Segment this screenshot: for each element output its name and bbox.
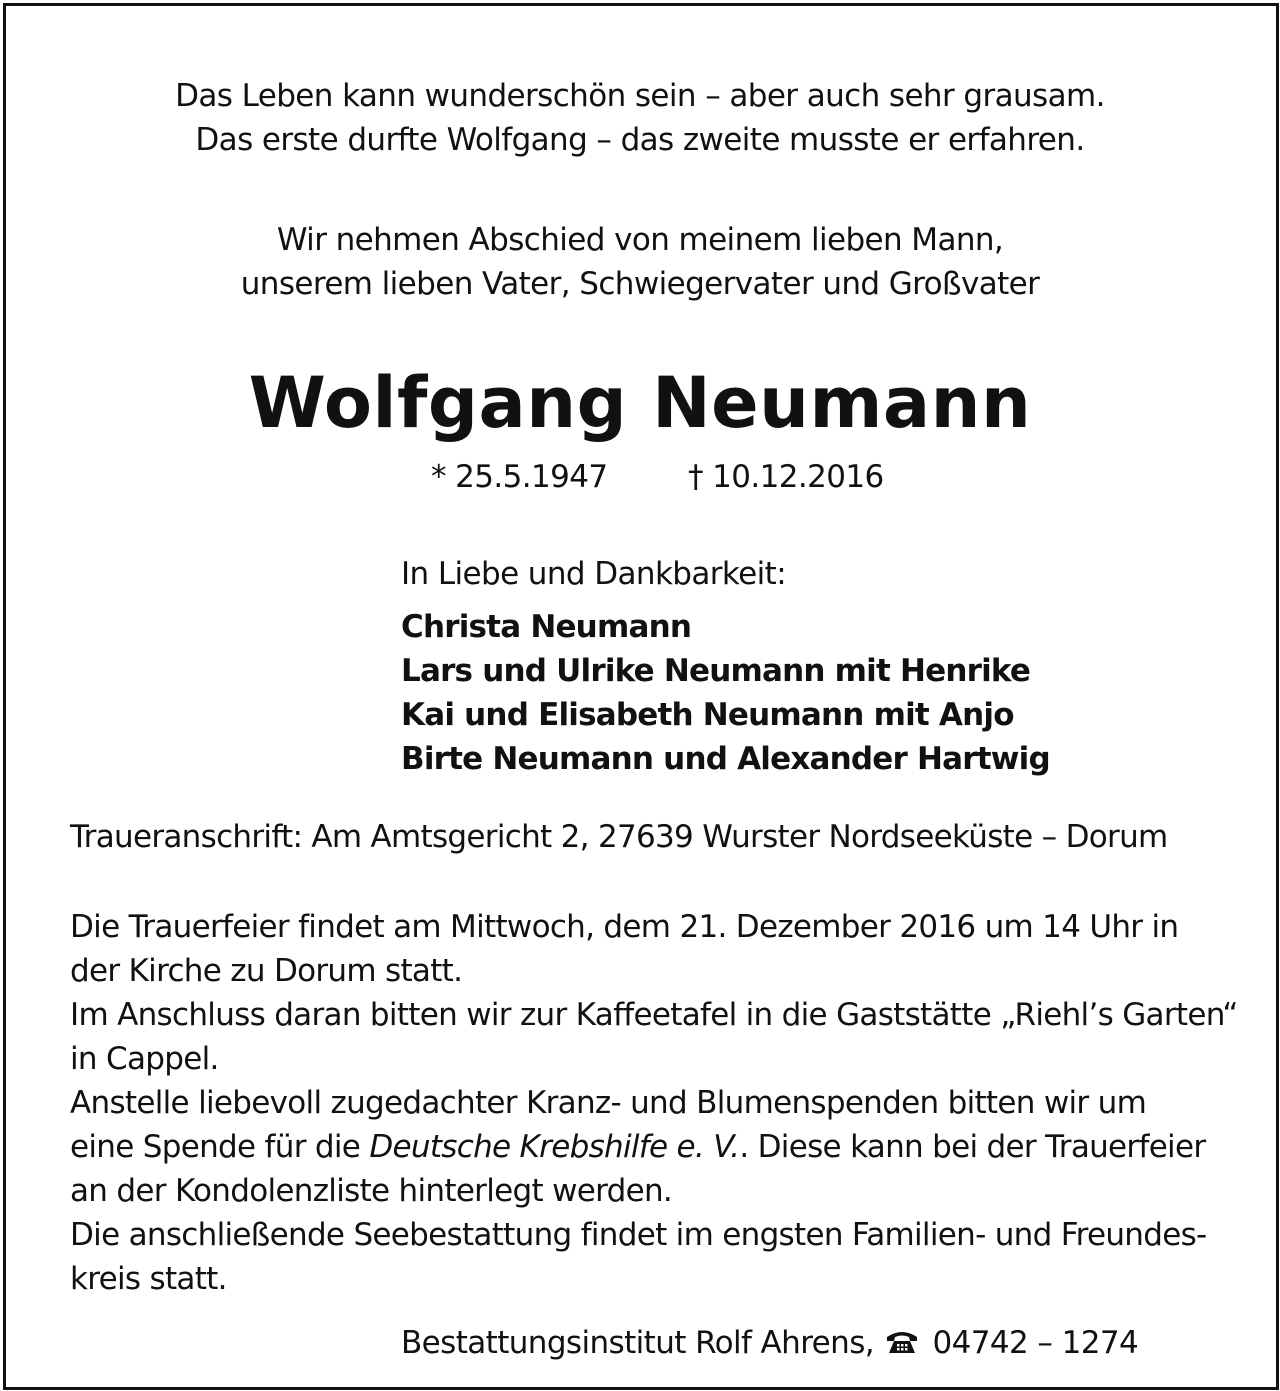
undertaker-name: Bestattungsinstitut Rolf Ahrens, [401,1325,875,1361]
mourner-name: Birte Neumann und Alexander Hartwig [401,741,1050,777]
mourner-name: Kai und Elisabeth Neumann mit Anjo [401,697,1014,733]
intro-line-1: Das Leben kann wunderschön sein – aber auch sehr grausam. [175,78,1105,114]
details-line: Die Trauerfeier findet am Mittwoch, dem 21. Dezember 2016 um 14 Uhr in [70,909,1179,945]
undertaker-info [401,1325,1138,1363]
death-date: † 10.12.2016 [688,459,884,495]
details-line: der Kirche zu Dorum statt. [70,953,463,989]
birth-date: * 25.5.1947 [431,459,608,495]
telephone-icon [885,1327,919,1363]
farewell-line-1: Wir nehmen Abschied von meinem lieben Mann, [276,222,1004,258]
mourner-name: Lars und Ulrike Neumann mit Henrike [401,653,1031,689]
details-line [70,1125,1230,1169]
details-line: Die anschließende Seebestattung findet im engsten Familien- und Freundes- [70,1217,1207,1253]
details-line: Anstelle liebevoll zugedachter Kranz- und Blumenspenden bitten wir um [70,1085,1147,1121]
details-line: kreis statt. [70,1261,227,1297]
details-line: Im Anschluss daran bitten wir zur Kaffeetafel in die Gaststätte „Riehl’s Garten“ [70,997,1238,1033]
deceased-name: Wolfgang Neumann [248,362,1032,444]
charity-name: Deutsche Krebshilfe e. V. [369,1129,740,1165]
intro-line-2: Das erste durfte Wolfgang – das zweite musste er erfahren. [195,122,1085,158]
phone-number: 04742 – 1274 [932,1325,1139,1361]
funeral-details [70,905,1238,1301]
details-line: an der Kondolenzliste hinterlegt werden. [70,1173,673,1209]
mourner-name: Christa Neumann [401,609,692,645]
details-text: . Diese kann bei der Trauerfeier [739,1129,1206,1165]
mourning-address: Traueranschrift: Am Amtsgericht 2, 27639 Wurster Nordseeküste – Dorum [70,819,1168,855]
farewell-line-2: unserem lieben Vater, Schwiegervater und Großvater [240,266,1040,302]
mourners-list [401,605,1050,781]
details-text: eine Spende für die [70,1129,370,1165]
mourners-heading: In Liebe und Dankbarkeit: [401,556,787,592]
details-line: in Cappel. [70,1041,219,1077]
